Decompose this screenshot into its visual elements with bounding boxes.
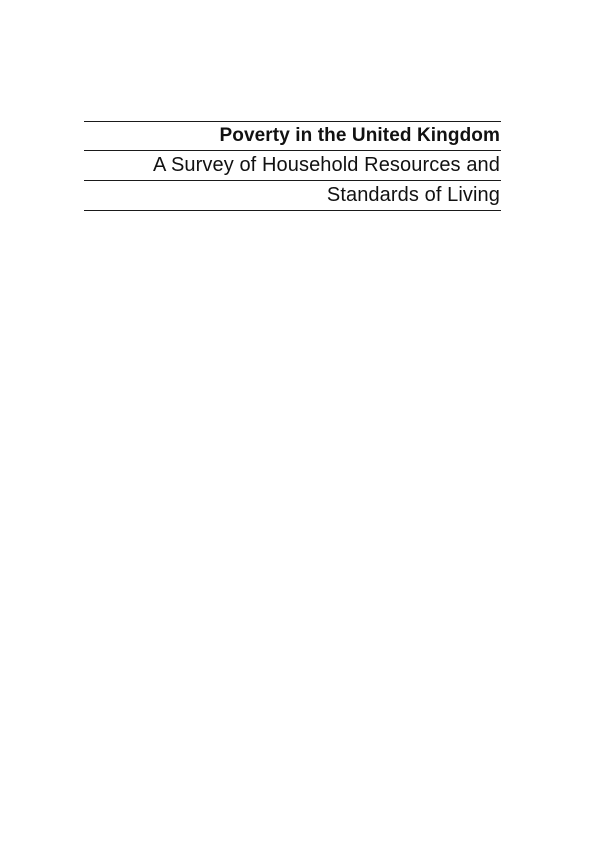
title-block [84,121,501,211]
book-title: Poverty in the United Kingdom [219,125,500,146]
subtitle-line-2: Standards of Living [326,184,500,206]
subtitle-line-1: A Survey of Household Resources and [152,154,500,176]
bottom-rule [84,210,501,211]
